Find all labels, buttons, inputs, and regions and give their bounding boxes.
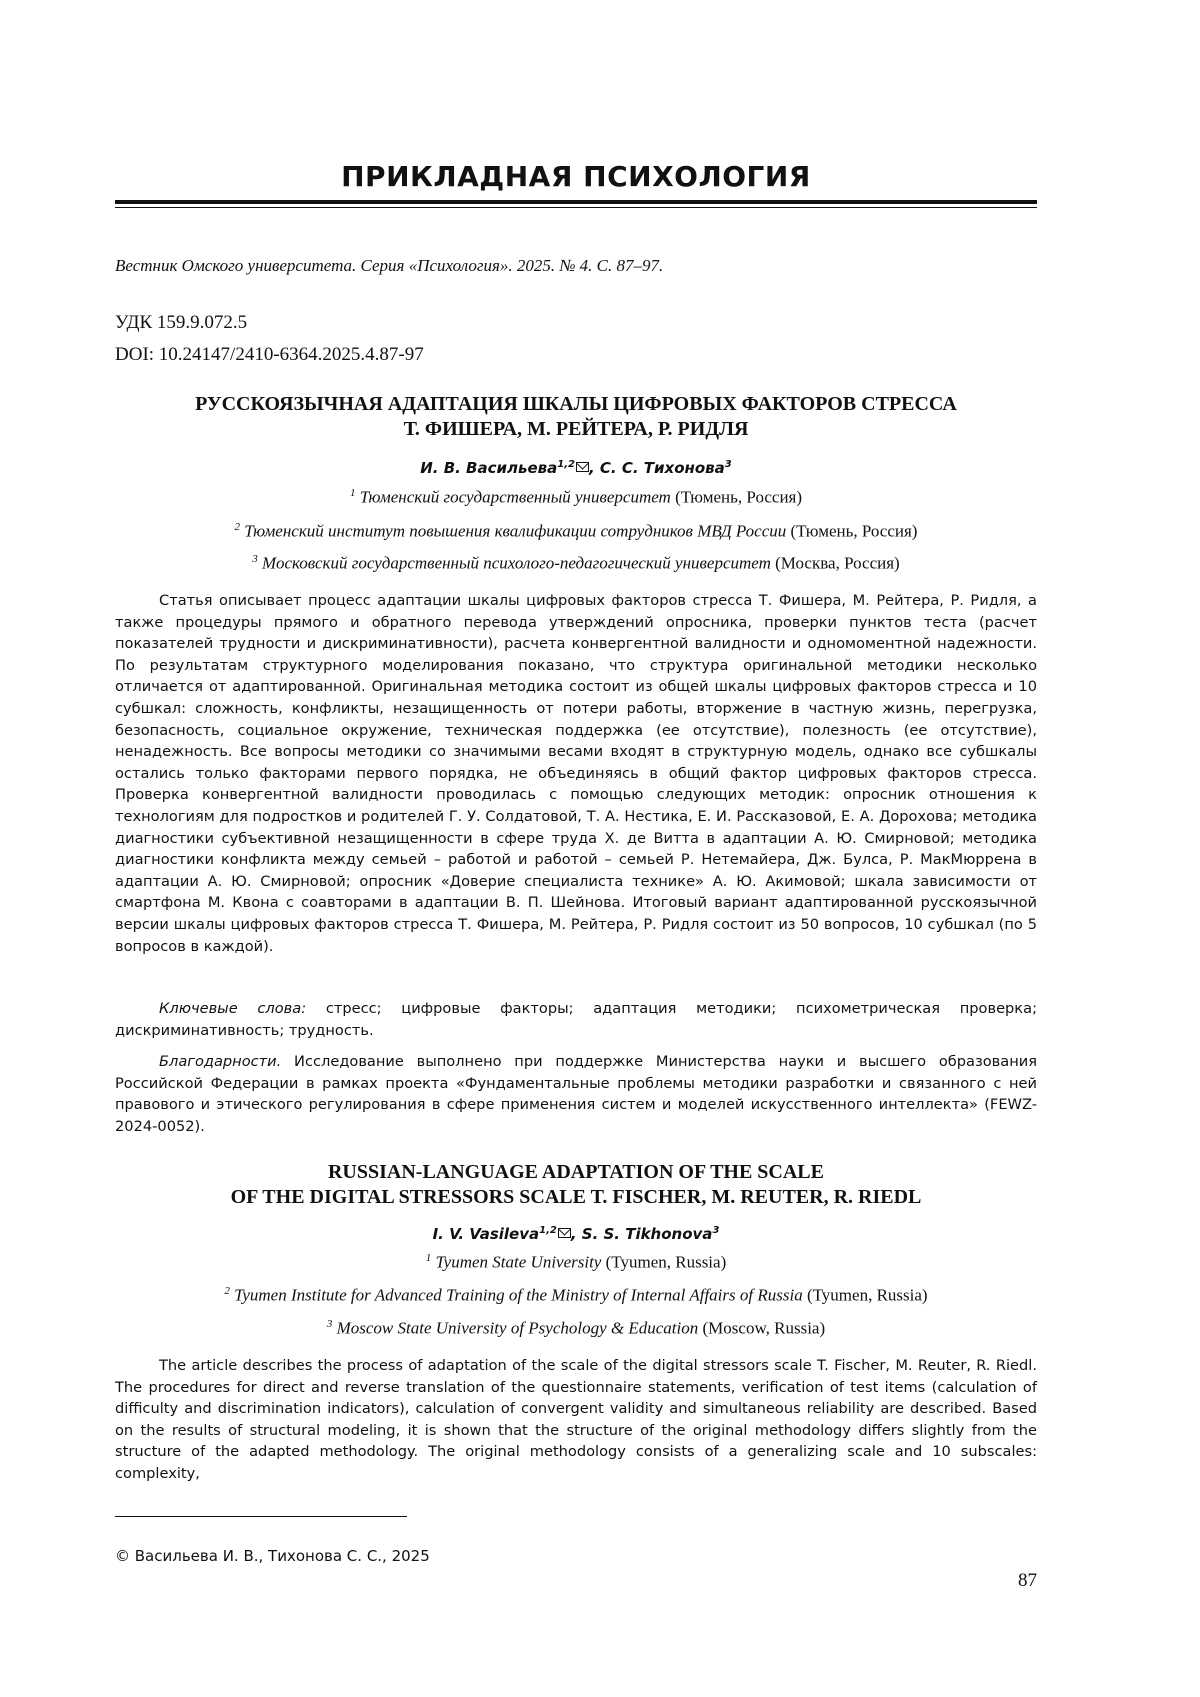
en-affiliation-1 (115, 1252, 1037, 1273)
page (115, 0, 1037, 1697)
ru-authors: И. В. Васильева$^{1,2}$ , С. С. Тихонова$^3$ (420, 459, 732, 477)
doi: DOI: 10.24147/2410-6364.2025.4.87-97 (115, 344, 424, 365)
en-affiliation-3-num: 3 (326, 1318, 333, 1330)
ru-affiliation-3-uni: Московский государственный психолого-педагогический университет (262, 553, 771, 573)
ru-author-2-affil: 3 (724, 459, 732, 470)
ru-title-line-2: Т. ФИШЕРА, М. РЕЙТЕРА, Р. РИДЛЯ (403, 418, 749, 440)
en-author-2-affil: 3 (712, 1225, 720, 1236)
en-authors: I. V. Vasileva$^{1,2}$ , S. S. Tikhonova$^3$ (432, 1225, 720, 1243)
header-rule-thick (115, 200, 1037, 204)
ru-affiliation-1-num: 1 (349, 487, 356, 499)
en-affiliation-1-uni: Tyumen State University (435, 1252, 602, 1272)
ru-affiliation-3 (115, 553, 1037, 574)
ru-acknowledgements (115, 1051, 1037, 1137)
ru-affiliation-2 (115, 521, 1037, 542)
copyright-note: © Васильева И. В., Тихонова С. С., 2025 (115, 1547, 430, 1565)
ru-affiliation-2-uni: Тюменский институт повышения квалификации сотрудников МВД России (244, 521, 787, 541)
ru-author-1-affil: 1,2 (557, 459, 575, 470)
en-author-1: I. V. Vasileva (432, 1225, 540, 1243)
en-abstract: The article describes the process of adaptation of the scale of the digital stressors scale T. Fischer, M. Reuter, R. Riedl. The procedures for direct and reverse translation of the questionnaire statements, verification of test items (calculation of difficulty and discrimination indicators), calculation of convergent validity and simultaneous reliability are described. Based on the results of structural modeling, it is shown that the structure of the original methodology differs slightly from the structure of the adapted methodology. The original methodology consists of a generalizing scale and 10 subscales: complexity, (115, 1357, 1037, 1482)
ru-affiliation-3-place: (Москва, Россия) (775, 553, 900, 573)
en-affiliation-3-place: (Moscow, Russia) (702, 1318, 826, 1338)
journal-reference: Вестник Омского университета. Серия «Психология». 2025. № 4. С. 87–97. (115, 256, 664, 275)
section-title: ПРИКЛАДНАЯ ПСИХОЛОГИЯ (341, 160, 811, 193)
footnote-rule (115, 1516, 407, 1517)
ru-keywords (115, 998, 1037, 1041)
header-rule-thin (115, 207, 1037, 208)
en-author-2: S. S. Tikhonova (581, 1225, 713, 1243)
en-article-title (115, 1160, 1037, 1210)
ru-ack-label: Благодарности. (159, 1053, 282, 1070)
ru-affiliation-3-num: 3 (252, 553, 258, 565)
en-title-line-1: RUSSIAN-LANGUAGE ADAPTATION OF THE SCALE (327, 1161, 824, 1183)
page-number: 87 (1018, 1570, 1037, 1591)
en-affiliation-1-place: (Tyumen, Russia) (605, 1252, 727, 1272)
ru-affiliation-1 (115, 487, 1037, 508)
ru-affiliation-2-place: (Тюмень, Россия) (790, 521, 918, 541)
ru-title-line-1: РУССКОЯЗЫЧНАЯ АДАПТАЦИЯ ШКАЛЫ ЦИФРОВЫХ ФАКТОРОВ СТРЕССА (195, 393, 957, 415)
en-affiliation-2 (115, 1285, 1037, 1306)
en-title-line-2: OF THE DIGITAL STRESSORS SCALE T. FISCHER, M. REUTER, R. RIEDL (230, 1186, 922, 1208)
ru-affiliation-2-num: 2 (234, 521, 241, 533)
envelope-icon (576, 462, 589, 472)
ru-author-2: С. С. Тихонова (599, 459, 725, 477)
ru-ack-text: Исследование выполнено при поддержке Министерства науки и высшего образования Российской Федерации в рамках проекта «Фундаментальные проблемы методики разработки и связанного с ней правового и этического регулирования в сфере применения систем и моделей искусственного интеллекта» (FEWZ-2024-0052). (115, 1053, 1037, 1135)
en-author-1-affil: 1,2 (539, 1225, 557, 1236)
ru-author-1: И. В. Васильева (420, 459, 558, 477)
ru-affiliation-1-uni: Тюменский государственный университет (359, 487, 671, 507)
en-affiliation-3-uni: Moscow State University of Psychology & Education (336, 1318, 699, 1338)
en-affiliation-2-place: (Tyumen, Russia) (806, 1285, 928, 1305)
udk-code: УДК 159.9.072.5 (115, 312, 248, 333)
en-affiliation-1-num: 1 (425, 1252, 432, 1264)
en-affiliation-2-uni: Tyumen Institute for Advanced Training of the Ministry of Internal Affairs of Russia (234, 1285, 803, 1305)
en-affiliation-2-num: 2 (224, 1285, 230, 1297)
ru-keywords-label: Ключевые слова: (159, 1000, 307, 1017)
ru-abstract: Статья описывает процесс адаптации шкалы цифровых факторов стресса Т. Фишера, М. Рейтера, Р. Ридля, а также процедуры прямого и обратного перевода утверждений опросника, проверки пунктов теста (расчет показателей трудности и дискриминативности), расчета конвергентной валидности и одномоментной надежности. По результатам структурного моделирования показано, что структура оригинальной методики несколько отличается от адаптированной. Оригинальная методика состоит из общей шкалы цифровых факторов стресса и 10 субшкал: сложность, конфликты, незащищенность от потери работы, вторжение в частную жизнь, перегрузка, безопасность, социальное окружение, техническая поддержка (ее отсутствие), полезность (ее отсутствие), ненадежность. Все вопросы методики со значимыми весами входят в структурную модель, однако все субшкалы остались только факторами первого порядка, не объединяясь в общий фактор цифровых факторов стресса. Проверка конвергентной валидности проводилась с помощью следующих методик: опросник отношения к технологиям для подростков и родителей Г. У. Солдатовой, Т. А. Нестика, Е. И. Рассказовой, Е. А. Дорохова; методика диагностики субъективной незащищенности в сфере труда Х. де Витта в адаптации А. Ю. Смирновой; методика диагностики конфликта между семьей – работой и работой – семьей Р. Нетемайера, Дж. Булса, Р. МакМюррена в адаптации А. Ю. Смирновой; опросник «Доверие специалиста технике» А. Ю. Акимовой; шкала зависимости от смартфона М. Квона с соавторами в адаптации В. П. Шейнова. Итоговый вариант адаптированной русскоязычной версии шкалы цифровых факторов стресса Т. Фишера, М. Рейтера, Р. Ридля состоит из 50 вопросов, 10 субшкал (по 5 вопросов в каждой). (115, 592, 1037, 955)
ru-affiliation-1-place: (Тюмень, Россия) (675, 487, 803, 507)
envelope-icon (558, 1228, 571, 1238)
en-affiliation-3 (115, 1318, 1037, 1339)
ru-article-title (115, 392, 1037, 442)
ru-keywords-text: стресс; цифровые факторы; адаптация методики; психометрическая проверка; дискриминативность; трудность. (115, 1000, 1037, 1039)
